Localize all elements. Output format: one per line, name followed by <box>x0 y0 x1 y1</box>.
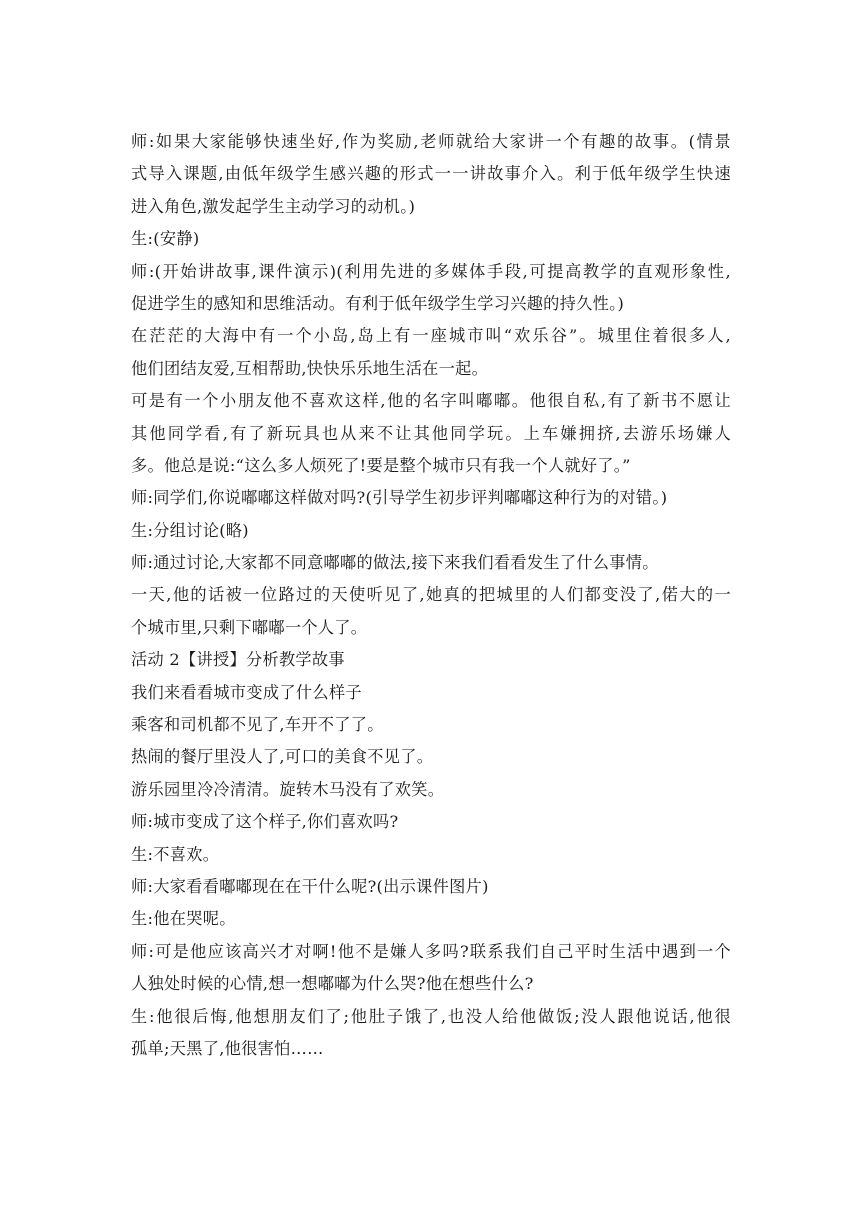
text-line: 生:他很后悔,他想朋友们了;他肚子饿了,也没人给他做饭;没人跟他说话,他很 <box>131 1006 731 1026</box>
text-line: 个城市里,只剩下嘟嘟一个人了。 <box>131 617 368 637</box>
text-line: 师:(开始讲故事,课件演示)(利用先进的多媒体手段,可提高教学的直观形象性, <box>131 261 731 281</box>
text-line: 生:他在哭呢。 <box>131 909 236 929</box>
text-line: 在茫茫的大海中有一个小岛,岛上有一座城市叫“欢乐谷”。城里住着很多人, <box>131 326 731 346</box>
text-line: 热闹的餐厅里没人了,可口的美食不见了。 <box>131 747 434 767</box>
text-line: 师:城市变成了这个样子,你们喜欢吗? <box>131 812 399 832</box>
document-body <box>131 126 731 1065</box>
text-line: 我们来看看城市变成了什么样子 <box>131 682 362 702</box>
section-heading: 活动 2【讲授】分析教学故事 <box>131 650 345 670</box>
text-line: 生:(安静) <box>131 229 200 249</box>
text-line: 进入角色,激发起学生主动学习的动机。) <box>131 196 416 216</box>
text-line: 师:可是他应该高兴才对啊!他不是嫌人多吗?联系我们自己平时生活中遇到一个 <box>131 941 731 961</box>
text-line: 他们团结友爱,互相帮助,快快乐乐地生活在一起。 <box>131 358 489 378</box>
text-line: 生:分组讨论(略) <box>131 520 249 540</box>
text-line: 师:如果大家能够快速坐好,作为奖励,老师就给大家讲一个有趣的故事。(情景 <box>131 132 731 151</box>
text-line: 师:通过讨论,大家都不同意嘟嘟的做法,接下来我们看看发生了什么事情。 <box>131 553 659 573</box>
text-line: 多。他总是说:“这么多人烦死了!要是整个城市只有我一个人就好了。” <box>131 455 631 475</box>
text-line: 式导入课题,由低年级学生感兴趣的形式一一讲故事介入。利于低年级学生快速 <box>131 164 731 184</box>
text-line: 其他同学看,有了新玩具也从来不让其他同学玩。上车嫌拥挤,去游乐场嫌人 <box>131 423 731 443</box>
text-line: 师:同学们,你说嘟嘟这样做对吗?(引导学生初步评判嘟嘟这种行为的对错。) <box>131 488 668 508</box>
text-line: 师:大家看看嘟嘟现在在干什么呢?(出示课件图片) <box>131 876 489 896</box>
text-line: 游乐园里冷冷清清。旋转木马没有了欢笑。 <box>131 779 445 799</box>
text-line: 一天,他的话被一位路过的天使听见了,她真的把城里的人们都变没了,偌大的一 <box>131 585 731 605</box>
text-line: 人独处时候的心情,想一想嘟嘟为什么哭?他在想些什么? <box>131 974 534 994</box>
text-line: 乘客和司机都不见了,车开不了了。 <box>131 715 384 735</box>
text-line: 孤单;天黑了,他很害怕…… <box>131 1038 324 1058</box>
text-line: 生:不喜欢。 <box>131 844 220 864</box>
text-line: 促进学生的感知和思维活动。有利于低年级学生学习兴趣的持久性。) <box>131 293 625 313</box>
text-line: 可是有一个小朋友他不喜欢这样,他的名字叫嘟嘟。他很自私,有了新书不愿让 <box>131 391 731 411</box>
